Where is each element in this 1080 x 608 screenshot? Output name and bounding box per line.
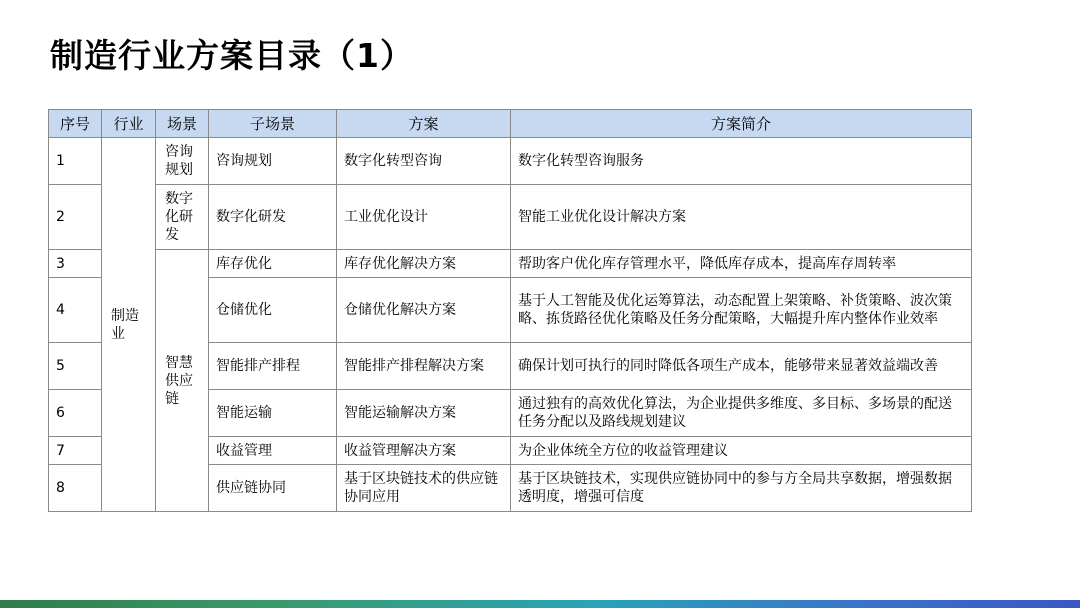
- description-cell: 基于人工智能及优化运筹算法，动态配置上架策略、补货策略、波次策略、拣货路径优化策略及任务分配策略，大幅提升库内整体作业效率: [511, 278, 972, 343]
- plan-cell: 基于区块链技术的供应链协同应用: [337, 465, 511, 512]
- column-header-plan: 方案: [337, 110, 511, 138]
- description-cell: 通过独有的高效优化算法，为企业提供多维度、多目标、多场景的配送任务分配以及路线规划建议: [511, 390, 972, 437]
- plan-cell: 智能运输解决方案: [337, 390, 511, 437]
- row-number: 5: [49, 343, 102, 390]
- row-number: 4: [49, 278, 102, 343]
- plan-cell: 库存优化解决方案: [337, 250, 511, 278]
- sub-scene-cell: 收益管理: [209, 437, 337, 465]
- plan-cell: 收益管理解决方案: [337, 437, 511, 465]
- column-header-no: 序号: [49, 110, 102, 138]
- sub-scene-cell: 供应链协同: [209, 465, 337, 512]
- description-cell: 智能工业优化设计解决方案: [511, 185, 972, 250]
- description-cell: 数字化转型咨询服务: [511, 138, 972, 185]
- table-row: [49, 138, 972, 185]
- row-number: 6: [49, 390, 102, 437]
- table-header-row: [49, 110, 972, 138]
- row-number: 8: [49, 465, 102, 512]
- industry-cell: 制造业: [102, 138, 156, 512]
- plan-cell: 工业优化设计: [337, 185, 511, 250]
- column-header-sub-scene: 子场景: [209, 110, 337, 138]
- description-cell: 基于区块链技术，实现供应链协同中的参与方全局共享数据，增强数据透明度，增强可信度: [511, 465, 972, 512]
- table-row: [49, 250, 972, 278]
- sub-scene-cell: 仓储优化: [209, 278, 337, 343]
- description-cell: 帮助客户优化库存管理水平，降低库存成本，提高库存周转率: [511, 250, 972, 278]
- row-number: 3: [49, 250, 102, 278]
- page-title: 制造行业方案目录（1）: [50, 36, 414, 75]
- row-number: 2: [49, 185, 102, 250]
- scene-cell-supply-chain: 智慧供应链: [156, 250, 209, 512]
- scene-cell-consulting: 咨询规划: [156, 138, 209, 185]
- scene-cell-rnd: 数字化研发: [156, 185, 209, 250]
- row-number: 1: [49, 138, 102, 185]
- sub-scene-cell: 咨询规划: [209, 138, 337, 185]
- description-cell: 为企业体统全方位的收益管理建议: [511, 437, 972, 465]
- column-header-industry: 行业: [102, 110, 156, 138]
- description-cell: 确保计划可执行的同时降低各项生产成本，能够带来显著效益端改善: [511, 343, 972, 390]
- sub-scene-cell: 数字化研发: [209, 185, 337, 250]
- plan-cell: 仓储优化解决方案: [337, 278, 511, 343]
- sub-scene-cell: 智能运输: [209, 390, 337, 437]
- bottom-gradient-band: [0, 600, 1080, 608]
- row-number: 7: [49, 437, 102, 465]
- sub-scene-cell: 库存优化: [209, 250, 337, 278]
- sub-scene-cell: 智能排产排程: [209, 343, 337, 390]
- column-header-description: 方案简介: [511, 110, 972, 138]
- table-row: [49, 185, 972, 250]
- plan-cell: 数字化转型咨询: [337, 138, 511, 185]
- solution-catalog-table: [48, 109, 972, 512]
- column-header-scene: 场景: [156, 110, 209, 138]
- plan-cell: 智能排产排程解决方案: [337, 343, 511, 390]
